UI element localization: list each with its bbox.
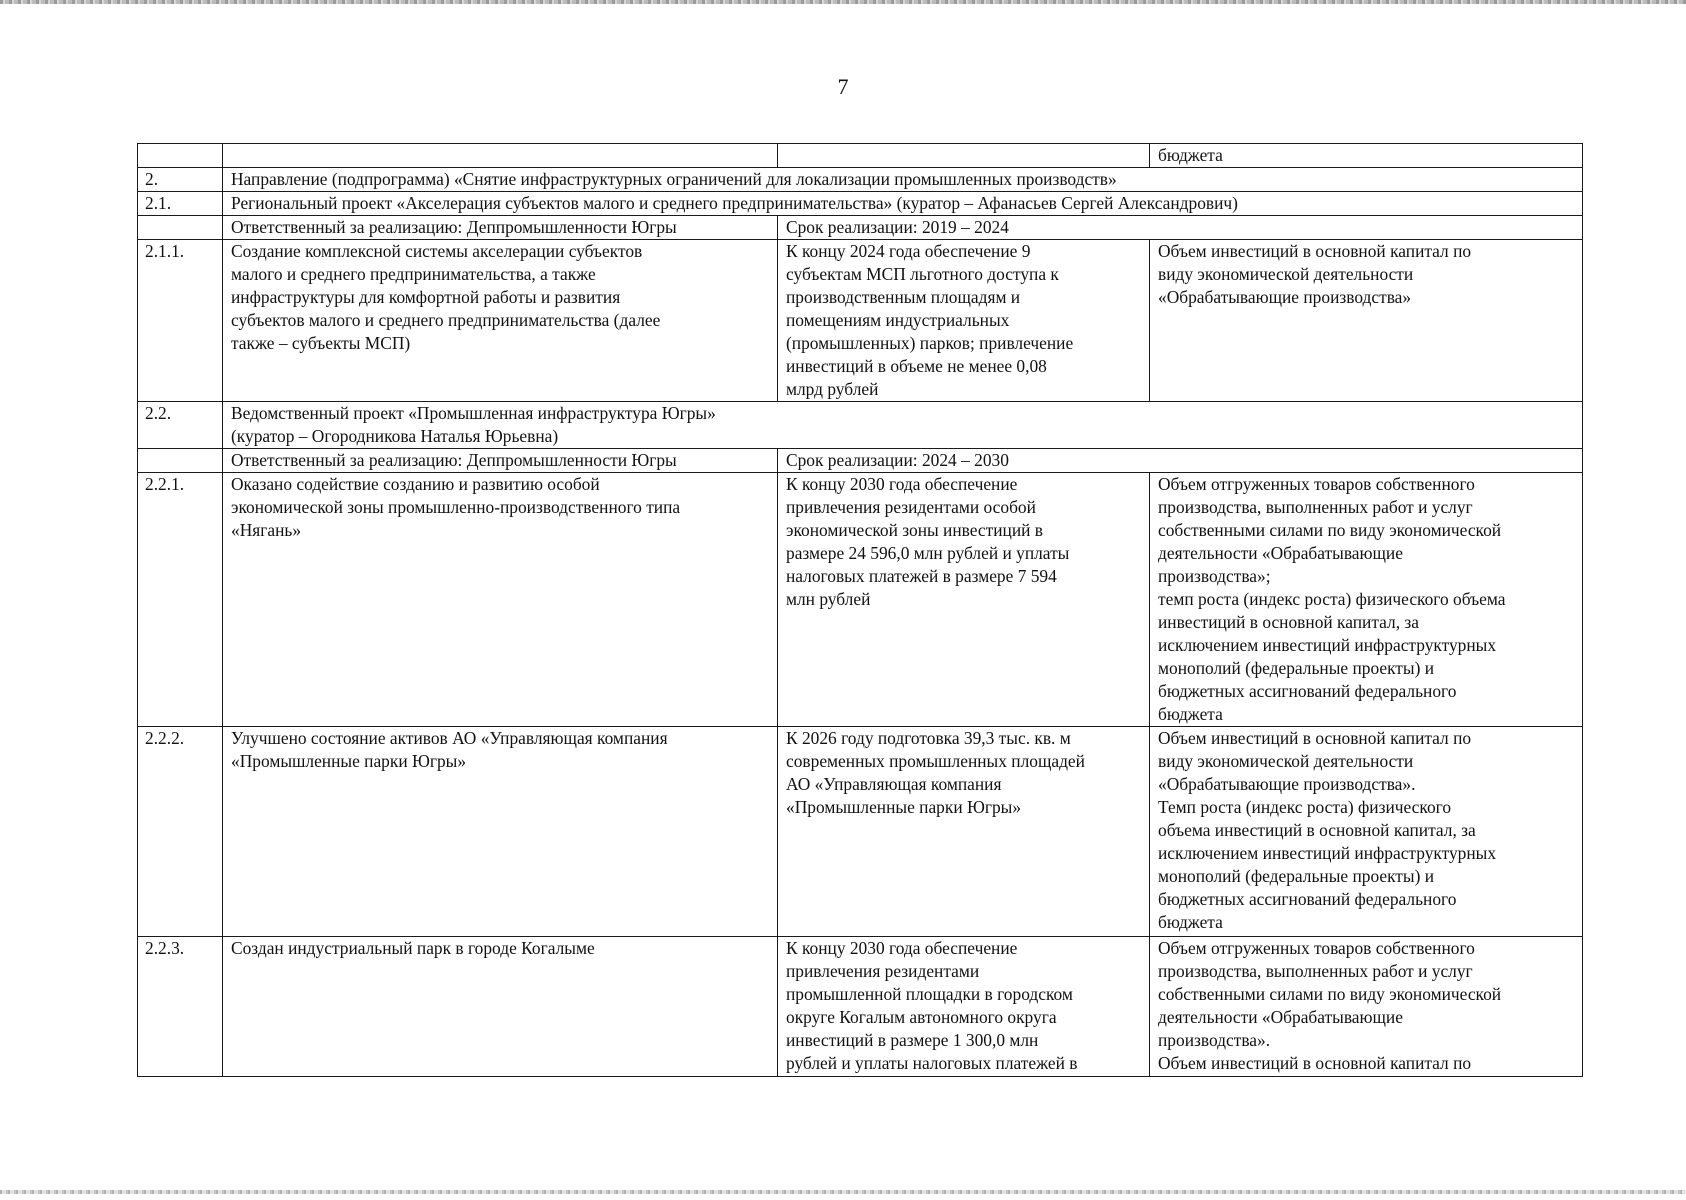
row-number: 2.1.1. (138, 240, 223, 402)
table-row-direction-2 (138, 168, 1583, 192)
row-number: 2.2.2. (138, 727, 223, 937)
event-name-cell: Создание комплексной системы акселерации субъектов малого и среднего предпринимательства, а также инфраструктуры для комфортной работы и развития субъектов малого и среднего предпринимательства (далее также – субъекты МСП) (223, 240, 778, 402)
result-cell: К концу 2030 года обеспечение привлечения резидентами промышленной площадки в городском округе Когалым автономного округа инвестиций в размере 1 300,0 млн рублей и уплаты налоговых платежей в (778, 937, 1150, 1077)
row-number: 2.2.3. (138, 937, 223, 1077)
indicator-cell: Объем отгруженных товаров собственного производства, выполненных работ и услуг собственными силами по виду экономической деятельности «Обрабатывающие производства»; темп роста (индекс роста) физического объема инвестиций в основной капитал, за исключением инвестиций инфраструктурных монополий (федеральные проекты) и бюджетных ассигнований федерального бюджета (1150, 473, 1583, 727)
responsible-cell: Ответственный за реализацию: Деппромышленности Югры (223, 449, 778, 473)
table-row-2-2-3 (138, 937, 1583, 1077)
result-cell: К концу 2024 года обеспечение 9 субъектам МСП льготного доступа к производственным площадям и помещениям индустриальных (промышленных) парков; привлечение инвестиций в объеме не менее 0,08 млрд рублей (778, 240, 1150, 402)
table-row-2-1-1 (138, 240, 1583, 402)
result-cell: К концу 2030 года обеспечение привлечения резидентами особой экономической зоны инвестиций в размере 24 596,0 млн рублей и уплаты налоговых платежей в размере 7 594 млн рублей (778, 473, 1150, 727)
page-number: 7 (837, 74, 849, 99)
event-name-cell: Создан индустриальный парк в городе Когалыме (223, 937, 778, 1077)
project-title-cell: Ведомственный проект «Промышленная инфраструктура Югры» (куратор – Огородникова Наталья Юрьевна) (223, 402, 1583, 449)
indicator-cell: Объем инвестиций в основной капитал по виду экономической деятельности «Обрабатывающие производства» (1150, 240, 1583, 402)
result-cell: К 2026 году подготовка 39,3 тыс. кв. м современных промышленных площадей АО «Управляющая компания «Промышленные парки Югры» (778, 727, 1150, 937)
result-cell (778, 144, 1150, 168)
table-row-responsible-2-2 (138, 449, 1583, 473)
event-name-cell: Улучшено состояние активов АО «Управляющая компания «Промышленные парки Югры» (223, 727, 778, 937)
table-row-2-2-1 (138, 473, 1583, 727)
period-cell: Срок реализации: 2024 – 2030 (778, 449, 1583, 473)
scan-edge-bottom (0, 1190, 1686, 1194)
row-number: 2. (138, 168, 223, 192)
indicator-cell: бюджета (1150, 144, 1583, 168)
direction-title-cell: Направление (подпрограмма) «Снятие инфраструктурных ограничений для локализации промышленных производств» (223, 168, 1583, 192)
scan-edge-top (0, 0, 1686, 4)
table-row-project-2-2 (138, 402, 1583, 449)
event-name-cell (223, 144, 778, 168)
row-number: 2.2.1. (138, 473, 223, 727)
table-row-continuation (138, 144, 1583, 168)
row-number (138, 449, 223, 473)
row-number (138, 216, 223, 240)
indicator-cell: Объем отгруженных товаров собственного производства, выполненных работ и услуг собственными силами по виду экономической деятельности «Обрабатывающие производства». Объем инвестиций в основной капитал по (1150, 937, 1583, 1077)
table-row-2-2-2 (138, 727, 1583, 937)
table-row-project-2-1 (138, 192, 1583, 216)
row-number: 2.1. (138, 192, 223, 216)
table-row-responsible-2-1 (138, 216, 1583, 240)
project-title-cell: Региональный проект «Акселерация субъектов малого и среднего предпринимательства» (куратор – Афанасьев Сергей Александрович) (223, 192, 1583, 216)
row-number (138, 144, 223, 168)
responsible-cell: Ответственный за реализацию: Деппромышленности Югры (223, 216, 778, 240)
event-name-cell: Оказано содействие созданию и развитию особой экономической зоны промышленно-производственного типа «Нягань» (223, 473, 778, 727)
period-cell: Срок реализации: 2019 – 2024 (778, 216, 1583, 240)
row-number: 2.2. (138, 402, 223, 449)
indicator-cell: Объем инвестиций в основной капитал по виду экономической деятельности «Обрабатывающие производства». Темп роста (индекс роста) физического объема инвестиций в основной капитал, за исключением инвестиций инфраструктурных монополий (федеральные проекты) и бюджетных ассигнований федерального бюджета (1150, 727, 1583, 937)
document-table (137, 143, 1583, 1077)
